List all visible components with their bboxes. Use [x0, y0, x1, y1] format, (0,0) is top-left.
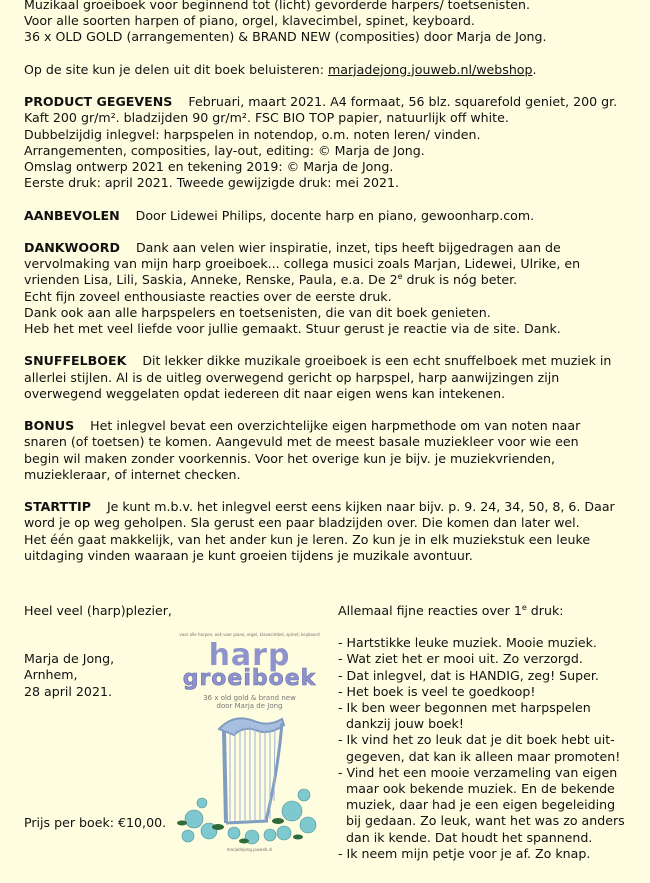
cover-subtitle: 36 x old gold & brand new — [203, 694, 296, 702]
cover-title-groeiboek: groeiboek — [182, 666, 317, 691]
site-end: . — [532, 61, 537, 77]
reviews-heading-end: druk: — [526, 603, 564, 618]
dankwoord-line: Heb het met veel liefde voor jullie gemaakt. Stuur gerust je reactie via de site. Dank. — [24, 321, 561, 336]
review-line: - Ik ben weer begonnen met harpspelen — [338, 700, 591, 716]
review-line: - Ik vind het zo leuk dat je dit boek hebt uit- — [338, 732, 615, 748]
review-line: muziek, daar had je een eigen begeleiding — [338, 797, 616, 813]
greeting: Heel veel (harp)plezier, — [24, 603, 172, 618]
starttip-label: STARTTIP — [24, 499, 91, 515]
reviews-list — [338, 635, 638, 862]
intro-line: Voor alle soorten harpen of piano, orgel, klavecimbel, spinet, keyboard. — [24, 13, 475, 29]
product-line: Arrangementen, composities, lay-out, editing: © Marja de Jong. — [24, 142, 425, 158]
dankwoord-label: DANKWOORD — [24, 239, 120, 255]
snuffelboek-label: SNUFFELBOEK — [24, 353, 127, 369]
aanbevolen-section — [24, 208, 644, 224]
dankwoord-section — [24, 240, 644, 337]
reviews-heading-text: Allemaal fijne reacties over 1 — [338, 603, 522, 618]
intro-line: 36 x OLD GOLD (arrangementen) & BRAND NEW (composities) door Marja de Jong. — [24, 29, 547, 45]
price: Prijs per boek: €10,00. — [24, 814, 167, 830]
starttip-first-line: Je kunt m.b.v. het inlegvel eerst eens kijken naar bijv. p. 9. 24, 34, 50, 8, 6. Daar — [106, 499, 615, 515]
dankwoord-line: vervolmaking van mijn harp groeiboek... collega musici zoals Marjan, Lidewei, Ulrike, en — [24, 256, 581, 272]
harp-illustration — [174, 711, 325, 847]
dankwoord-line: vrienden Lisa, Lili, Saskia, Anneke, Renske, Paula, e.a. De 2e druk is nóg beter. — [24, 272, 518, 288]
cover-author: door Marja de Jong — [216, 702, 283, 710]
review-line: - Ik neem mijn petje voor je af. Zo knap. — [338, 845, 591, 861]
cover-top-text: voor alle harpen, ook voor piano, orgel, klavecimbel, spinet, keyboard — [179, 632, 320, 637]
review-line: maar ook bekende muziek. En de bekende — [338, 781, 615, 797]
cover-title-harp: harp — [208, 638, 291, 673]
review-line: dankzij jouw boek! — [338, 716, 464, 732]
reviews-heading — [338, 603, 638, 619]
product-line: Omslag ontwerp 2021 en tekening 2019: © Marja de Jong. — [24, 159, 394, 174]
product-line: Kaft 200 gr/m². bladzijden 90 gr/m². FSC BIO TOP papier, natuurlijk off white. — [24, 110, 509, 126]
dankwoord-line: Echt fijn zoveel enthousiaste reacties over de eerste druk. — [24, 288, 392, 304]
webshop-link[interactable]: marjadejong.jouweb.nl/webshop — [327, 61, 533, 77]
product-first-line: Februari, maart 2021. A4 formaat, 56 blz. squarefold geniet, 200 gr. — [188, 94, 618, 110]
snuffelboek-line: overwegend weggelaten opdat iedereen dit naar eigen wens kan intekenen. — [24, 385, 506, 401]
review-line: gegeven, dat kan ik alleen maar promoten! — [338, 748, 621, 764]
review-line: dan ik kende. Dat houdt het spannend. — [338, 829, 593, 845]
starttip-line: word je op weg geholpen. Sla gerust een paar bladzijden over. Die komen dan later wel. — [24, 515, 580, 531]
review-line: - Wat ziet het er mooi uit. Zo verzorgd. — [338, 651, 583, 667]
reviews-heading-sup: e — [521, 602, 527, 612]
bonus-first-line: Het inlegvel bevat een overzichtelijke eigen harpmethode om van noten naar — [90, 418, 581, 434]
author-name: Marja de Jong, — [24, 651, 115, 667]
book-cover-image — [174, 631, 325, 854]
snuffelboek-section — [24, 353, 644, 402]
closing-block — [24, 603, 184, 831]
bonus-line: muziekleraar, of internet checken. — [24, 466, 241, 482]
bonus-line: snaren (of toetsen) te komen. Aangevuld met de meest basale muziekleer voor wie een — [24, 434, 579, 450]
site-paragraph — [24, 62, 644, 78]
product-section — [24, 94, 644, 191]
intro-line: Muzikaal groeiboek voor beginnend tot (licht) gevorderde harpers/ toetsenisten. — [24, 0, 531, 12]
product-label: PRODUCT GEGEVENS — [24, 94, 173, 110]
product-line: Dubbelzijdig inlegvel: harpspelen in notendop, o.m. noten leren/ vinden. — [24, 126, 481, 142]
snuffelboek-line: allerlei stijlen. Al is de uitleg overwegend gericht op harpspel, harp aanwijzingen zijn — [24, 369, 560, 385]
review-line: bij gedaan. Zo leuk, want het was zo anders — [338, 813, 625, 829]
author-city: Arnhem, — [24, 667, 78, 683]
snuffelboek-first-line: Dit lekker dikke muzikale groeiboek is een echt snuffelboek met muziek in — [142, 353, 612, 369]
starttip-line: uitdaging vinden waaraan je kunt groeien tijdens je muzikale avontuur. — [24, 547, 473, 563]
product-line: Eerste druk: april 2021. Tweede gewijzigde druk: mei 2021. — [24, 175, 400, 191]
starttip-line: Het één gaat makkelijk, van het ander kun je leren. Zo kun je in elk muziekstuk een leuke — [24, 531, 591, 547]
review-line: - Vind het een mooie verzameling van eigen — [338, 764, 618, 780]
aanbevolen-label: AANBEVOLEN — [24, 207, 120, 223]
starttip-section — [24, 499, 644, 564]
description-text — [24, 0, 644, 580]
review-line: - Dat inlegvel, dat is HANDIG, zeg! Super. — [338, 667, 599, 683]
reviews-block — [338, 603, 638, 862]
bonus-section — [24, 418, 644, 483]
letter-date: 28 april 2021. — [24, 683, 112, 699]
aanbevolen-text: Door Lidewei Philips, docente harp en piano, gewoonharp.com. — [135, 207, 535, 223]
review-line: - Het boek is veel te goedkoop! — [338, 683, 536, 699]
bonus-line: begin wil maken zonder voorkennis. Voor het overige kun je bijv. je muziekvrienden, — [24, 450, 556, 466]
review-line: - Hartstikke leuke muziek. Mooie muziek. — [338, 635, 597, 651]
cover-bottom-text: marjadejong.jouweb.nl — [226, 847, 273, 852]
intro-paragraph — [24, 0, 644, 46]
dankwoord-line: Dank ook aan alle harpspelers en toetsenisten, die van dit boek genieten. — [24, 304, 491, 320]
dankwoord-first-line: Dank aan velen wier inspiratie, inzet, tips heeft bijgedragen aan de — [135, 239, 561, 255]
site-text: Op de site kun je delen uit dit boek beluisteren: — [24, 61, 328, 77]
bonus-label: BONUS — [24, 418, 75, 434]
